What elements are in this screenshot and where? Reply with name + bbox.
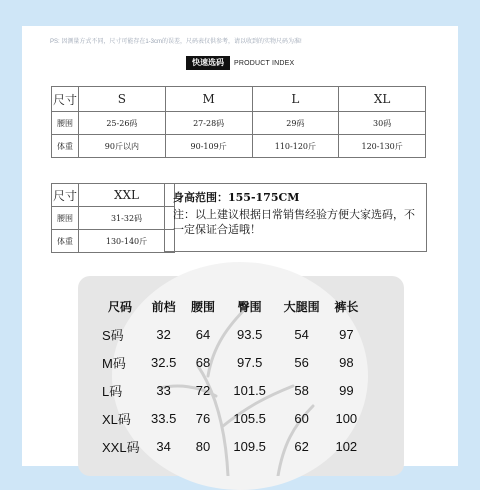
thigh-value: 62 xyxy=(294,438,309,454)
waist-cell: 30码 xyxy=(339,112,426,135)
header-size: 尺码 xyxy=(107,299,132,314)
fit-notes-box xyxy=(164,183,427,252)
length-value: 100 xyxy=(335,410,358,426)
hip-value: 97.5 xyxy=(237,354,263,370)
size-label: XL码 xyxy=(102,411,131,427)
length-value: 99 xyxy=(339,382,354,398)
size-cell: S xyxy=(79,87,166,112)
weight-row xyxy=(52,230,175,253)
measurement-row xyxy=(96,404,366,432)
hip-value: 101.5 xyxy=(233,382,266,398)
size-row xyxy=(52,87,426,112)
waist-row xyxy=(52,112,426,135)
measurement-row xyxy=(96,432,366,460)
measurement-disclaimer: PS: 因测量方式不同，尺寸可能存在1-3cm的误差，尺码表仅供参考，请以收到的实物尺码为准! xyxy=(50,39,302,45)
header-front-rise: 前档 xyxy=(151,299,176,314)
size-cell: XXL xyxy=(79,184,175,207)
row-label-size: 尺寸 xyxy=(52,184,79,207)
row-label-waist: 腰围 xyxy=(52,112,79,135)
header-length: 裤长 xyxy=(334,299,359,314)
thigh-value: 54 xyxy=(294,326,309,342)
row-label-weight: 体重 xyxy=(52,230,79,253)
xxl-size-table xyxy=(51,183,175,253)
weight-cell: 110-120斤 xyxy=(252,135,339,158)
hip-value: 109.5 xyxy=(233,438,266,454)
measurement-row xyxy=(96,320,366,348)
waist-cell: 29码 xyxy=(252,112,339,135)
waist-value: 72 xyxy=(195,382,211,398)
header-hip: 臀围 xyxy=(237,299,262,314)
section-title xyxy=(186,56,294,70)
height-range: 身高范围：155-175CM xyxy=(173,191,300,204)
measurement-header-row xyxy=(96,292,366,320)
hip-value: 105.5 xyxy=(233,410,266,426)
length-value: 98 xyxy=(339,354,354,370)
length-value: 102 xyxy=(335,438,358,454)
size-label: M码 xyxy=(102,355,126,371)
weight-cell: 130-140斤 xyxy=(79,230,175,253)
waist-cell: 31-32码 xyxy=(79,207,175,230)
size-advice-note: 注：以上建议根据日常销售经验方便大家选码，不一定保证合适哦！ xyxy=(173,208,415,236)
row-label-weight: 体重 xyxy=(52,135,79,158)
header-thigh: 大腿围 xyxy=(283,299,320,314)
front-rise-value: 32 xyxy=(156,326,171,342)
waist-value: 68 xyxy=(195,354,211,370)
waist-value: 76 xyxy=(195,410,211,426)
size-cell: M xyxy=(165,87,252,112)
size-label: XXL码 xyxy=(102,439,140,455)
thigh-value: 56 xyxy=(294,354,309,370)
section-title-zh: 快速选码 xyxy=(186,56,230,70)
measurement-table xyxy=(96,292,366,460)
waist-value: 64 xyxy=(195,326,211,342)
thigh-value: 60 xyxy=(294,410,309,426)
weight-cell: 90斤以内 xyxy=(79,135,166,158)
weight-row xyxy=(52,135,426,158)
row-label-waist: 腰围 xyxy=(52,207,79,230)
front-rise-value: 34 xyxy=(156,438,171,454)
size-label: S码 xyxy=(102,327,124,343)
quick-size-table xyxy=(51,86,426,158)
length-value: 97 xyxy=(339,326,354,342)
front-rise-value: 33.5 xyxy=(151,410,177,426)
size-label: L码 xyxy=(102,383,123,399)
header-waist: 腰围 xyxy=(190,299,215,314)
size-cell: XL xyxy=(339,87,426,112)
weight-cell: 90-109斤 xyxy=(165,135,252,158)
waist-cell: 27-28码 xyxy=(165,112,252,135)
measurement-row xyxy=(96,376,366,404)
front-rise-value: 33 xyxy=(156,382,171,398)
row-label-size: 尺寸 xyxy=(52,87,79,112)
measurement-row xyxy=(96,348,366,376)
size-row xyxy=(52,184,175,207)
front-rise-value: 32.5 xyxy=(151,354,177,370)
size-cell: L xyxy=(252,87,339,112)
waist-row xyxy=(52,207,175,230)
waist-value: 80 xyxy=(195,438,211,454)
hip-value: 93.5 xyxy=(237,326,263,342)
thigh-value: 58 xyxy=(294,382,309,398)
section-title-en: PRODUCT INDEX xyxy=(234,59,295,67)
waist-cell: 25-26码 xyxy=(79,112,166,135)
weight-cell: 120-130斤 xyxy=(339,135,426,158)
